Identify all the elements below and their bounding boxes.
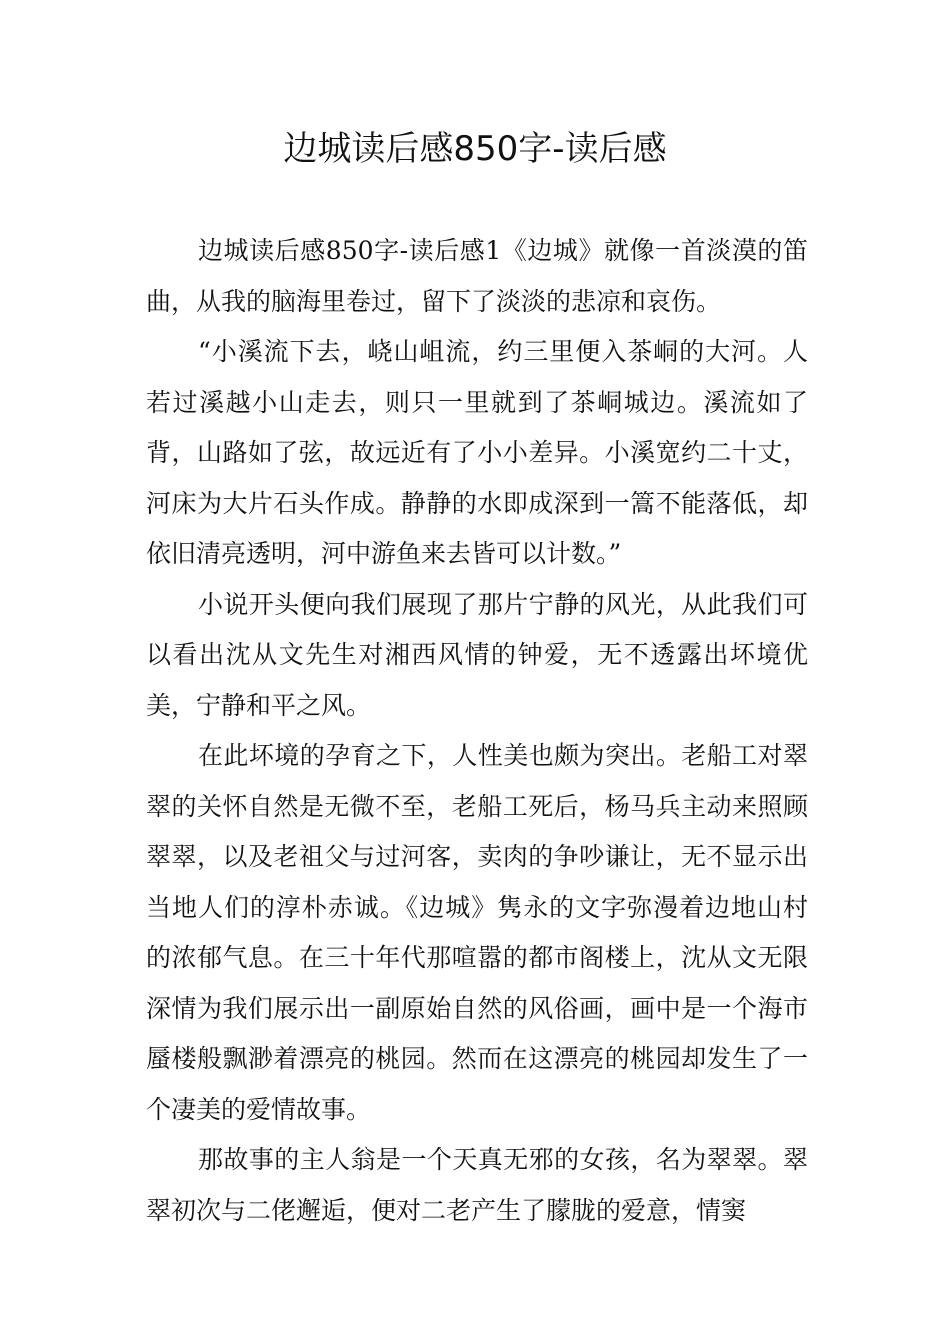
paragraph-2-quote: “小溪流下去，峣山岨流，约三里便入茶峒的大河。人若过溪越小山走去，则只一里就到了茶峒城边。溪流如了背，山路如了弦，故远近有了小小差异。小溪宽约二十丈，河床为大片石头作成。静静的水即成深到一篙不能落低，却依旧清亮透明，河中游鱼来去皆可以计数。” <box>146 337 808 568</box>
paragraph-1: 边城读后感850字-读后感1《边城》就像一首淡漠的笛曲，从我的脑海里卷过，留下了淡淡的悲凉和哀伤。 <box>146 236 808 316</box>
document-title: 边城读后感850字-读后感 <box>283 129 667 169</box>
paragraph-3: 小说开头便向我们展现了那片宁静的风光，从此我们可以看出沈从文先生对湘西风情的钟爱，无不透露出坏境优美，宁静和平之风。 <box>146 589 808 720</box>
paragraph-5: 那故事的主人翁是一个天真无邪的女孩，名为翠翠。翠翠初次与二佬邂逅，便对二老产生了朦胧的爱意，情窦 <box>146 1145 808 1225</box>
paragraph-4: 在此坏境的孕育之下，人性美也颇为突出。老船工对翠翠的关怀自然是无微不至，老船工死后，杨马兵主动来照顾翠翠，以及老祖父与过河客，卖肉的争吵谦让，无不显示出当地人们的淳朴赤诚。《边城》隽永的文字弥漫着边地山村的浓郁气息。在三十年代那喧嚣的都市阁楼上，沈从文无限深情为我们展示出一副原始自然的风俗画，画中是一个海市蜃楼般飘渺着漂亮的桃园。然而在这漂亮的桃园却发生了一个凄美的爱情故事。 <box>146 741 808 1124</box>
document-body <box>146 226 808 1236</box>
